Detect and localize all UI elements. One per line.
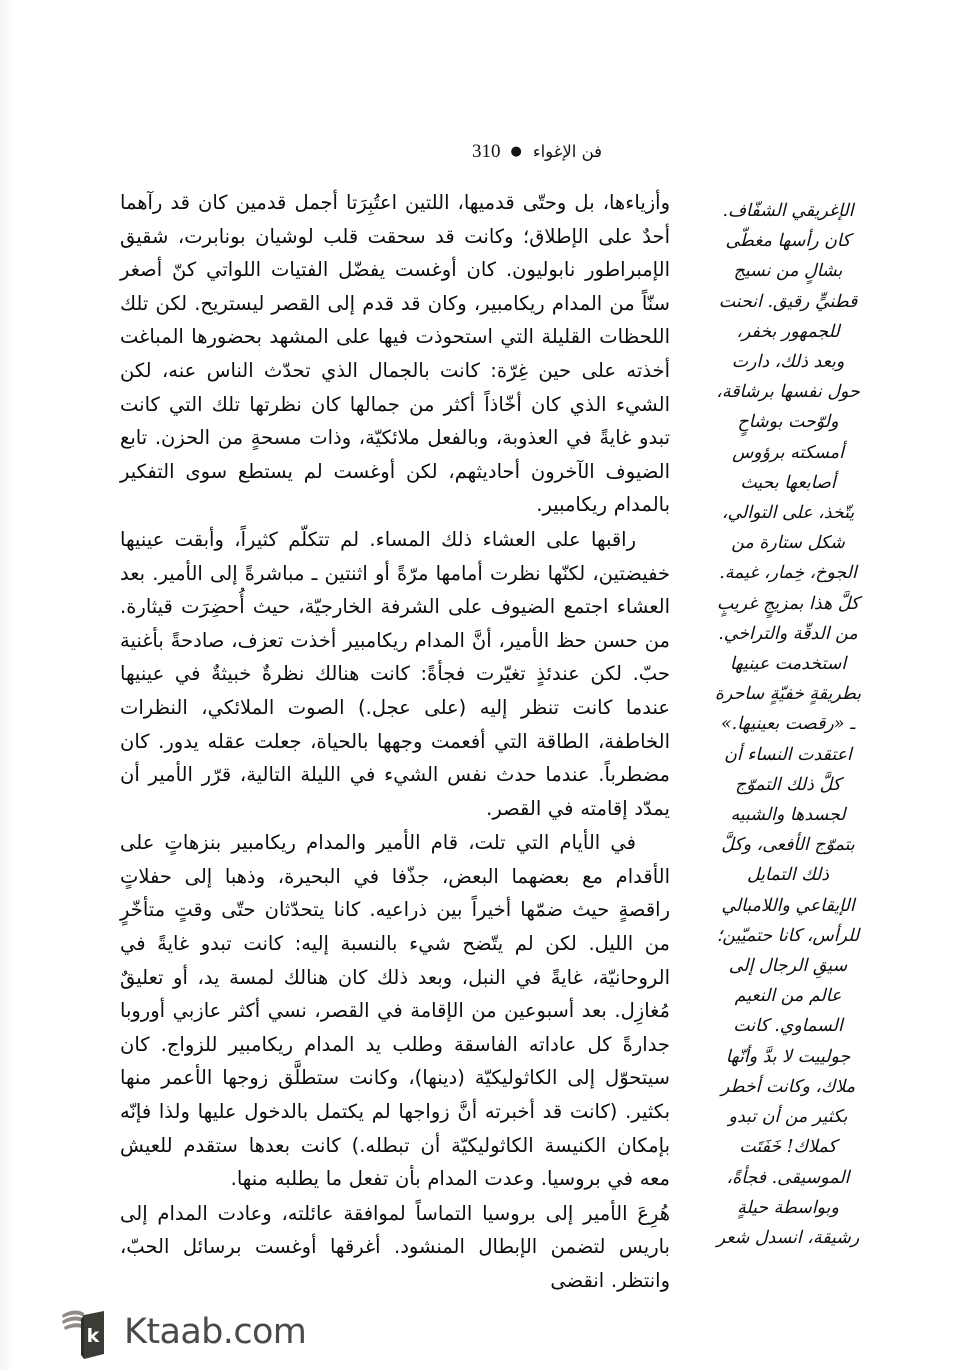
margin-note-line: من الدقّة والتراخي. [718,623,858,644]
margin-note-line: اعتقدت النساء أن [724,744,852,765]
margin-note-line: الموسيقى. فجأةً، [726,1167,850,1188]
body-text-column [120,186,670,1299]
margin-note-line: جولييت لا بدَّ وأنّها [725,1046,851,1067]
margin-note-line: يتّخذ، على التوالي، [721,503,855,524]
body-paragraph: في الأيام التي تلت، قام الأمير والمدام ريكامبير بنزهاتٍ على الأقدام مع بعضهما البعض، جذّفا في البحيرة، وذهبا إلى حفلاتٍ راقصةٍ حيث ضمّها أخيراً بين ذراعيه. كانا يتحدّثان حتّى وقتٍ متأخّرٍ من الليل. لكن لم يتّضح شيء بالنسبة إليه: كانت تبدو غايةً في الروحانيّة، غايةً في النبل، وبعد ذلك كان هنالك لمسة يد، أو تعليقٌ مُغازِل. بعد أسبوعين من الإقامة في القصر، نسي أكثر عازبي أوروبا جدارةً كل عاداته الفاسقة وطلب يد المدام ريكامبير للزواج. كان سيتحوّل إلى الكاثوليكيّة (دينها)، وكانت ستطلَّق زوجها الأعمر منها بكثير. (كانت قد أخبرته أنَّ زواجها لم يكتمل بالدخول عليها ولذا فإنّه بإمكان الكنيسة الكاثوليكيّة أن تبطله.) كانت بعدها ستقدم للعيش معه في بروسيا. وعدت المدام بأن تفعل ما يطلبه منها. [120,831,670,1191]
margin-note-line: ولوّحت بوشاحٍ [737,412,839,433]
body-paragraph: راقبها على العشاء ذلك المساء. لم تتكلّم كثيراً، وأبقت عينيها خفيضتين، لكنّها نظرت أمامها مرّةً أو اثنتين ـ مباشرةً إلى الأمير. بعد العشاء اجتمع الضيوف على الشرفة الخارجيّة، حيث أُحضِرَت قيثارة. من حسن حظ الأمير، أنَّ المدام ريكامبير أخذت تعزف، صادحةً بأغنية حبّ. لكن عندئذٍ تغيّرت فجأةً: كانت هنالك نظرةٌ خبيثةٌ في عينيها عندما كانت تنظر إليه (على عجل.) الصوت الملائكي، النظرات الخاطفة، الطاقة التي أفعمت وجهها بالحياة، جعلت عقله يدور. كان مضطرباً. عندما حدث نفس الشيء في الليلة التالية، قرّر الأمير أن يمدّد إقامته في القصر. [120,527,670,820]
margin-note-line: سيقِ الرجال إلى [728,956,848,977]
running-head [472,140,852,165]
margin-note-line: حول نفسها برشاقة، [716,382,860,403]
margin-note-line: لجسدها والشبيه [730,805,846,826]
margin-note-line: الجوخ، خِمار، غيمة. [719,563,857,584]
margin-note-line: السماوي. كانت [733,1016,843,1037]
margin-note-line: ذلك التمايل [747,865,829,886]
margin-note-line: بطريقةٍ خفيّةٍ ساحرة [714,684,862,705]
margin-note-line: قطنيٍّ رقيق. انحنت [718,291,858,312]
margin-note-line: للجمهور بخفر، [736,321,840,342]
body-paragraph: وأزياءها، بل وحتّى قدميها، اللتين اعتُبِرَتا أجمل قدمين كان قد رآهما أحدٌ على الإطلاق؛ وكانت قد سحقت قلب لوشيان بونابرت، شقيق الإمبراطور نابوليون. كان أوغست يفضّل الفتيات اللواتي كنّ أصغر سنّاً من المدام ريكامبير، وكان قد قدم إلى القصر ليستريح. لكن تلك اللحظات القليلة التي استحوذت فيها على المشهد بحضورها المباغت أخذته على حين غِرّة: كانت بالجمال الذي تحدّث الناس عنه، لكن الشيء الذي كان أخّاذاً أكثر من جمالها كان نظرتها تلك التي كانت تبدو غايةً في العذوبة، وبالفعل ملائكيّة، وذات مسحةٍ من الحزن. تابع الضيوف الآخرون أحاديثهم، لكن أوغست لم يستطع سوى التفكير بالمدام ريكامبير. [120,191,670,517]
open-book-icon [60,1306,112,1362]
margin-note-line: أمسكته برؤوس [732,442,844,463]
margin-note-line: وبعد ذلك، دارت [731,352,845,373]
page-number: 310 [472,141,501,162]
margin-note-line: استخدمت عينيها [729,654,847,675]
margin-note-line: الإيقاعي واللامبالي [721,895,855,916]
margin-note-line: بكثير من أن تبدو [728,1107,848,1128]
running-head-book-title: فن الإغواء [532,142,603,161]
margin-note-line: للرأس، كانا حتميّين؛ [716,925,860,946]
margin-gloss-note [693,196,883,1253]
margin-note-line: شكل ستارة من [731,533,845,554]
margin-note-line: رشيقة، انسدل شعر [716,1227,860,1248]
site-watermark [60,1306,306,1362]
scan-gutter-shadow [0,0,14,1370]
running-head-separator-dot: ● [510,144,522,159]
margin-note-line: وبواسطة حيلةٍ [737,1197,839,1218]
margin-note-line: كان رأسها مغطّى [725,231,851,252]
margin-note-line: بشالٍ من نسيج [733,261,843,282]
body-paragraph: هُرِعَ الأمير إلى بروسيا التماساً لموافقة عائلته، وعادت المدام إلى باريس لتضمن الإبطال المنشود. أغرقها أوغست برسائل الحبّ، وانتظر. انقضى [120,1201,670,1292]
margin-note-line: ـ «رقصت بعينيها.» [720,714,856,735]
margin-note-line: ملاك، وكانت أخطر [720,1076,856,1097]
svg-text:k: k [86,1325,100,1347]
margin-note-line: أصابعها بحيث [740,472,836,493]
margin-note-line: كلَّ ذلك التموّج [735,774,841,795]
margin-note-line: بتموّج الأفعى، وكلَّ [721,835,855,856]
margin-note-line: كلَّ هذا بمزيجٍ غريبٍ [716,593,860,614]
watermark-site-name: Ktaab.com [124,1312,307,1352]
margin-note-line: كملاك! خَفَتَت [739,1137,837,1158]
margin-note-line: الإغريقي الشفّاف. [722,201,854,221]
margin-note-line: عالم من النعيم [734,986,842,1007]
